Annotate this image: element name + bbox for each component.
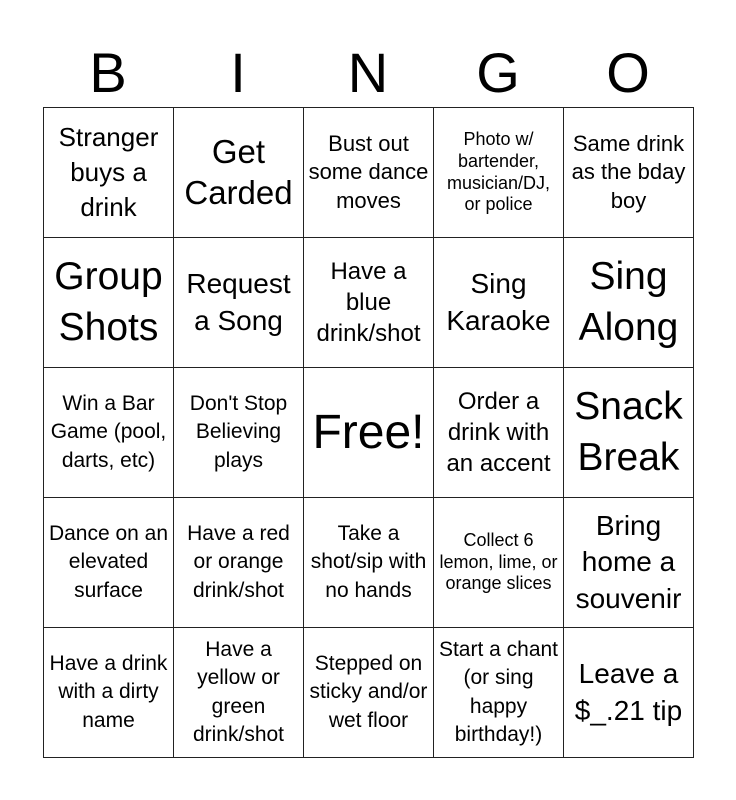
bingo-cell[interactable]: Dance on an elevated surface bbox=[44, 498, 174, 628]
bingo-cell[interactable]: Stepped on sticky and/or wet floor bbox=[304, 628, 434, 758]
bingo-cell[interactable]: Stranger buys a drink bbox=[44, 108, 174, 238]
header-letter-i: I bbox=[230, 41, 246, 104]
bingo-cell[interactable]: Same drink as the bday boy bbox=[564, 108, 694, 238]
bingo-cell[interactable]: Sing Karaoke bbox=[434, 238, 564, 368]
card-row bbox=[44, 628, 694, 758]
free-space-cell[interactable]: Free! bbox=[304, 368, 434, 498]
card-row bbox=[44, 238, 694, 368]
bingo-cell[interactable]: Collect 6 lemon, lime, or orange slices bbox=[434, 498, 564, 628]
bingo-cell[interactable]: Group Shots bbox=[44, 238, 174, 368]
header-letter-g: G bbox=[476, 41, 520, 104]
bingo-cell[interactable]: Sing Along bbox=[564, 238, 694, 368]
bingo-cell[interactable]: Have a yellow or green drink/shot bbox=[174, 628, 304, 758]
card-row bbox=[44, 368, 694, 498]
bingo-cell[interactable]: Bust out some dance moves bbox=[304, 108, 434, 238]
header-letter-b: B bbox=[89, 41, 127, 104]
header-letter-n: N bbox=[347, 41, 389, 104]
bingo-cell[interactable]: Order a drink with an accent bbox=[434, 368, 564, 498]
card-row bbox=[44, 498, 694, 628]
bingo-cell[interactable]: Request a Song bbox=[174, 238, 304, 368]
bingo-card bbox=[43, 107, 694, 758]
bingo-cell[interactable]: Start a chant (or sing happy birthday!) bbox=[434, 628, 564, 758]
bingo-header bbox=[43, 40, 693, 106]
bingo-cell[interactable]: Photo w/ bartender, musician/DJ, or police bbox=[434, 108, 564, 238]
bingo-cell[interactable]: Snack Break bbox=[564, 368, 694, 498]
bingo-cell[interactable]: Don't Stop Believing plays bbox=[174, 368, 304, 498]
bingo-cell[interactable]: Have a blue drink/shot bbox=[304, 238, 434, 368]
bingo-cell[interactable]: Have a red or orange drink/shot bbox=[174, 498, 304, 628]
bingo-cell[interactable]: Take a shot/sip with no hands bbox=[304, 498, 434, 628]
bingo-cell[interactable]: Bring home a souvenir bbox=[564, 498, 694, 628]
card-row bbox=[44, 108, 694, 238]
bingo-cell[interactable]: Have a drink with a dirty name bbox=[44, 628, 174, 758]
bingo-cell[interactable]: Get Carded bbox=[174, 108, 304, 238]
bingo-cell[interactable]: Win a Bar Game (pool, darts, etc) bbox=[44, 368, 174, 498]
bingo-cell[interactable]: Leave a $_.21 tip bbox=[564, 628, 694, 758]
header-letter-o: O bbox=[606, 41, 650, 104]
